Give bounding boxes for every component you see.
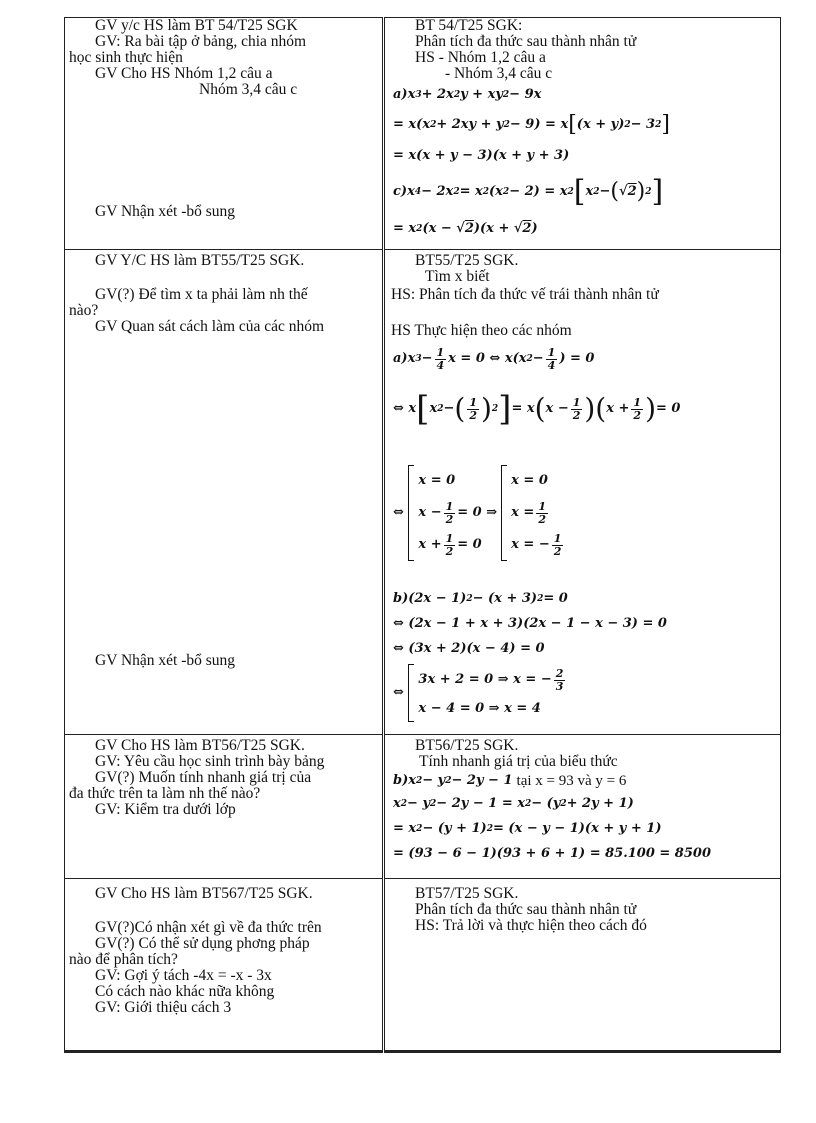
formula: = x(x 2 + 2xy + y 2 − 9) = x [ (x + y) 2 − 3 2 ] xyxy=(393,112,670,137)
student-activity-cell xyxy=(384,18,781,250)
formula-system: ⇔ x = 0 x − $\frac{1}{2}$ = 0 ⇒ x + $\frac{1}{2}$ = 0 x = 0 x = $\frac{1}{2}$ x = − $\frac{1}{2}$ xyxy=(385,439,780,587)
condition-text: tại x = 93 và y = 6 xyxy=(516,773,627,789)
text-line: HS: Phân tích đa thức vế trái thành nhân tử xyxy=(391,286,659,303)
student-activity-cell xyxy=(384,735,781,879)
student-activity-cell xyxy=(384,879,781,1052)
text-line: HS Thực hiện theo các nhóm xyxy=(391,322,572,339)
formula: ⇔ x [ x 2 − ( $\frac{1}{2}$ ) 2 ] = x ( x − $\frac{1}{2}$ )( x + $\frac{1}{2}$ ) = 0 xyxy=(393,389,681,429)
text-line: GV Cho HS làm BT56/T25 SGK. xyxy=(95,737,305,754)
text-line: Nhóm 3,4 câu c xyxy=(199,81,298,98)
teacher-activity-cell xyxy=(65,879,384,1052)
text-line: GV Quan sát cách làm của các nhóm xyxy=(95,318,325,335)
text-line: GV: Ra bài tập ở bảng, chia nhóm xyxy=(95,33,307,50)
text-line: Phân tích đa thức sau thành nhân tử xyxy=(415,33,637,50)
table-row xyxy=(65,18,781,250)
text-line: GV(?)Có nhận xét gì về đa thức trên xyxy=(95,919,322,936)
table-row xyxy=(65,250,781,735)
text-line: GV(?) Muốn tính nhanh giá trị của xyxy=(95,769,312,786)
formula: = x 2 (x − √ 2 )(x + √ 2 ) xyxy=(393,221,538,236)
text-line: BT57/T25 SGK. xyxy=(415,885,519,902)
formula-system: ⇔ 3x + 2 = 0 ⇒ x = − $\frac{2}{3}$ x − 4 = 0 ⇒ x = 4 xyxy=(385,661,780,725)
text-line: GV Cho HS Nhóm 1,2 câu a xyxy=(95,65,273,82)
formula: b)(2x − 1) 2 − (x + 3) 2 = 0 xyxy=(393,591,568,606)
text-line: nào? xyxy=(69,302,99,319)
lesson-table xyxy=(64,17,781,1053)
text-line: GV: Kiểm tra dưới lớp xyxy=(95,801,236,818)
text-line: GV: Yêu cầu học sinh trình bày bảng xyxy=(95,753,325,770)
text-line: Phân tích đa thức sau thành nhân tử xyxy=(415,901,637,918)
formula: = x 2 − (y + 1) 2 = (x − y − 1)(x + y + 1) xyxy=(393,821,662,836)
text-line: Tính nhanh giá trị của biểu thức xyxy=(419,753,618,770)
formula: ⇔ (3x + 2)(x − 4) = 0 xyxy=(393,641,545,656)
teacher-activity-cell xyxy=(65,250,384,735)
table-row xyxy=(65,735,781,879)
formula: a)x 3 + 2x 2 y + xy 2 − 9x xyxy=(393,87,542,102)
text-line: - Nhóm 3,4 câu c xyxy=(445,65,553,82)
text-line: GV(?) Có thể sử dụng phơng pháp xyxy=(95,935,310,952)
text-line: GV Cho HS làm BT567/T25 SGK. xyxy=(95,885,313,902)
text-line: GV: Gợi ý tách -4x = -x - 3x xyxy=(95,967,272,984)
text-line: GV(?) Để tìm x ta phải làm nh thế xyxy=(95,286,308,303)
formula: x 2 − y 2 − 2y − 1 = x 2 − (y 2 + 2y + 1) xyxy=(393,796,634,811)
student-activity-cell xyxy=(384,250,781,735)
formula: = x(x + y − 3)(x + y + 3) xyxy=(393,148,570,163)
text-line: học sinh thực hiện xyxy=(69,49,183,66)
text-line: GV: Giới thiệu cách 3 xyxy=(95,999,232,1016)
teacher-activity-cell xyxy=(65,735,384,879)
text-line: GV Nhận xét -bổ sung xyxy=(95,652,236,669)
text-line: đa thức trên ta làm nh thế nào? xyxy=(69,785,261,802)
formula: ⇔ (2x − 1 + x + 3)(2x − 1 − x − 3) = 0 xyxy=(393,616,667,631)
text-line: BT56/T25 SGK. xyxy=(415,737,519,754)
text-line: GV y/c HS làm BT 54/T25 SGK xyxy=(95,17,298,34)
formula: b)x 2 − y 2 − 2y − 1 tại x = 93 và y = 6 xyxy=(393,773,627,789)
text-line: HS: Trả lời và thực hiện theo cách đó xyxy=(415,917,647,934)
text-line: BT55/T25 SGK. xyxy=(415,252,519,269)
text-line: Tìm x biết xyxy=(425,268,490,285)
text-line: HS - Nhóm 1,2 câu a xyxy=(415,49,546,66)
formula: a)x 3 − $\frac{1}{4}$ x = 0 ⇔ x(x 2 − $\frac{1}{4}$ ) = 0 xyxy=(393,345,595,372)
formula: = (93 − 6 − 1)(93 + 6 + 1) = 85.100 = 8500 xyxy=(393,846,711,861)
text-line: BT 54/T25 SGK: xyxy=(415,17,523,34)
text-line: GV Y/C HS làm BT55/T25 SGK. xyxy=(95,252,305,269)
text-line: GV Nhận xét -bổ sung xyxy=(95,203,236,220)
table-row xyxy=(65,879,781,1052)
text-line: nào để phân tích? xyxy=(69,951,178,968)
formula: c)x 4 − 2x 2 = x 2 (x 2 − 2) = x 2 [ x 2 − ( √ 2 ) 2 ] xyxy=(393,174,664,209)
text-line: Có cách nào khác nữa không xyxy=(95,983,275,1000)
teacher-activity-cell xyxy=(65,18,384,250)
